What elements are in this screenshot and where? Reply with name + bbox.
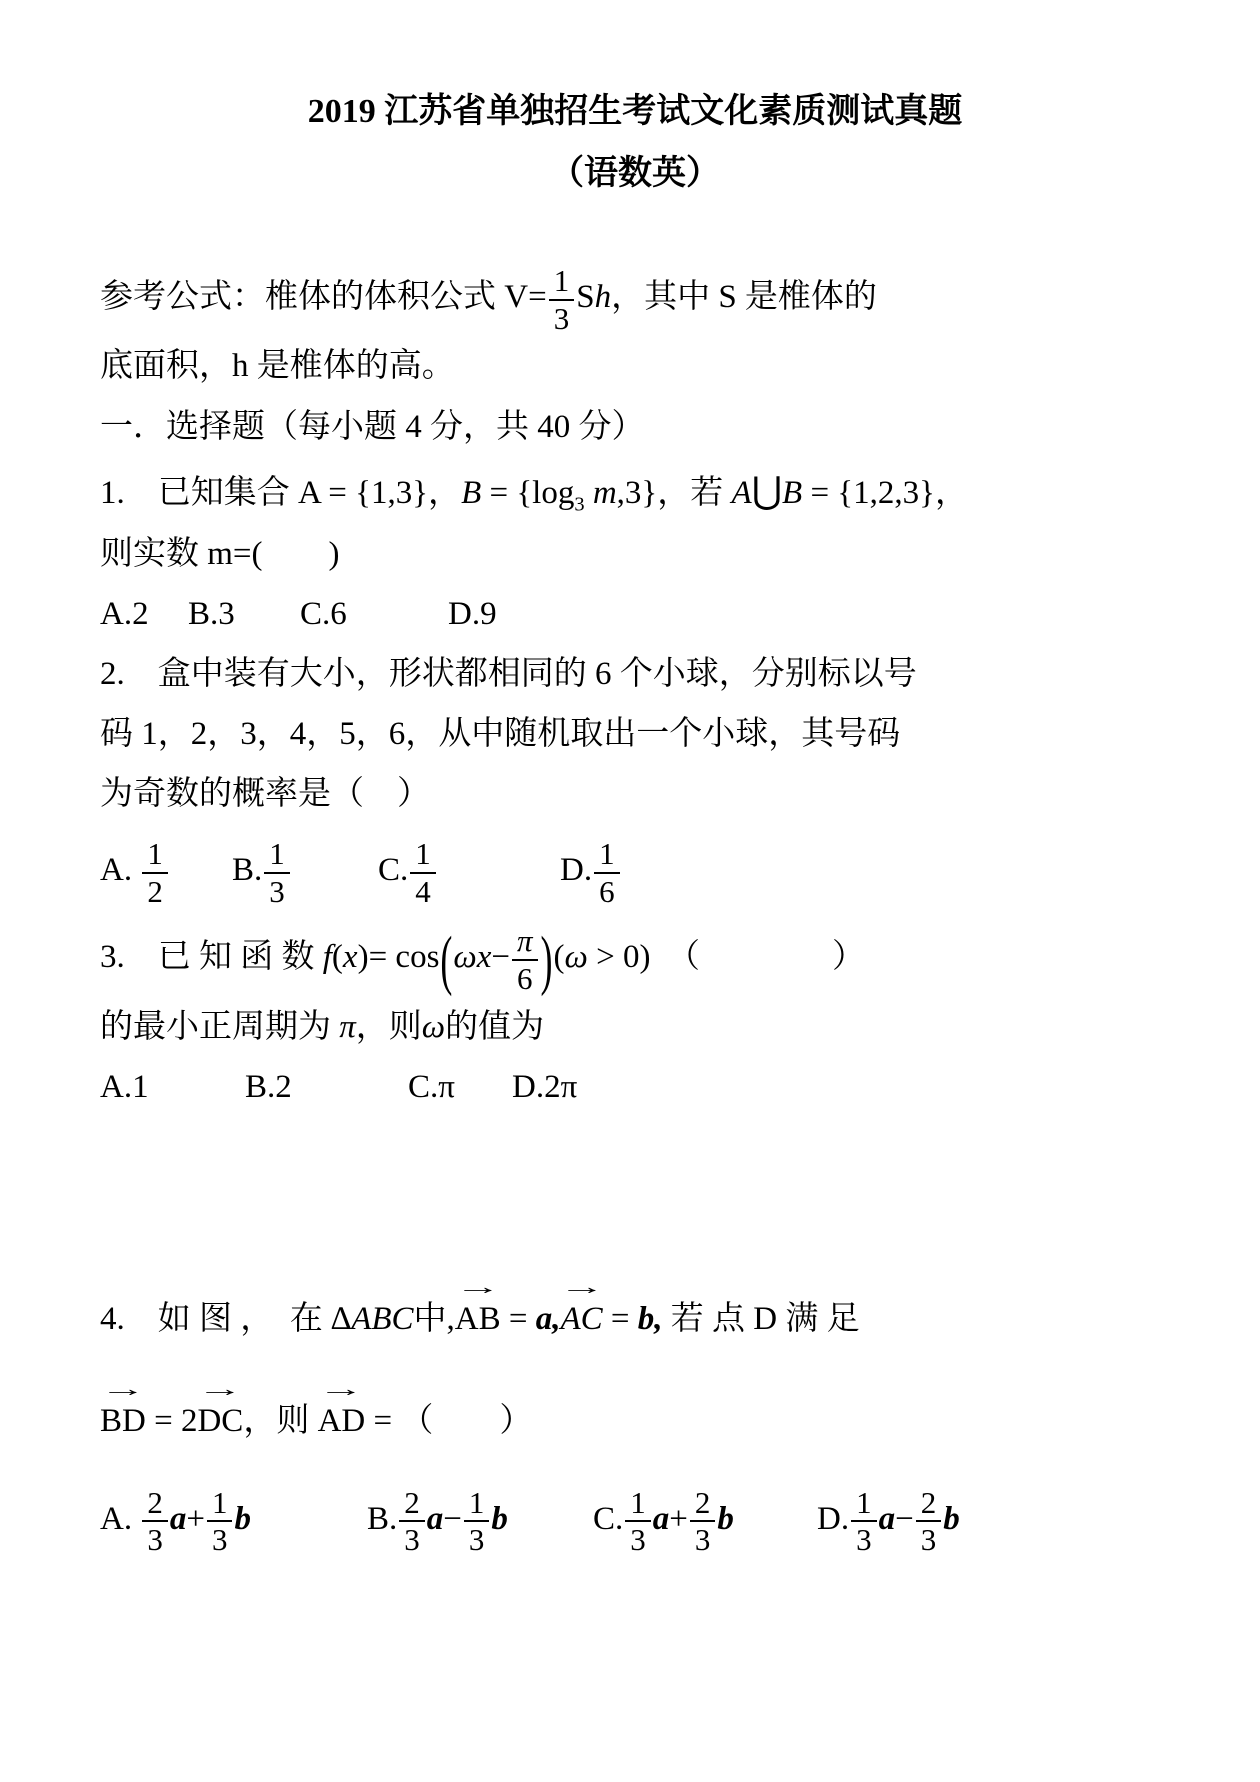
q1-union-result: = {1,2,3}，: [802, 474, 968, 511]
q1-statement-line2: 则实数 m=( ): [100, 535, 340, 572]
q4-eq1: =: [500, 1300, 536, 1337]
q4-mid2: ，则: [243, 1402, 318, 1439]
q3-omega-x: ωx: [453, 939, 492, 976]
q2-option-b: [232, 836, 378, 909]
q4-option-a-label: A.: [100, 1501, 141, 1538]
q1-statement-line1: [100, 457, 1170, 524]
fraction-numerator: 2: [142, 1485, 168, 1523]
vector-arrow-icon: →: [454, 1273, 501, 1299]
operator: +: [186, 1501, 205, 1538]
q4-option-a: [100, 1485, 367, 1558]
vector-b-symbol: b: [943, 1501, 960, 1538]
q3-gt-zero: > 0): [587, 939, 651, 976]
page-subtitle: （语数英）: [550, 154, 720, 192]
fraction-denominator: 3: [553, 300, 570, 336]
q4-eq2: =: [602, 1300, 638, 1337]
fraction-denominator: 3: [211, 1522, 228, 1558]
vector-a-symbol: a: [426, 1501, 444, 1538]
ref-symbol-s: S: [576, 279, 595, 316]
fraction-numerator: 2: [916, 1485, 942, 1523]
ref-text-before: 参考公式：椎体的体积公式 V=: [100, 279, 547, 316]
fraction-denominator: 3: [694, 1522, 711, 1558]
q4-statement-line1: [100, 1273, 1170, 1349]
fraction: [142, 1485, 168, 1558]
q2-statement-line3: 为奇数的概率是（ ）: [100, 776, 430, 812]
fraction-one-third: [264, 836, 290, 909]
q3-line2-text3: 的值为: [445, 1008, 545, 1045]
q2-option-c: [378, 836, 560, 909]
fraction: [625, 1485, 651, 1558]
big-left-paren: (: [440, 922, 453, 997]
q1-var-a: A: [731, 474, 752, 511]
q2-option-b-label: B.: [232, 852, 263, 889]
fraction-numerator: 1: [142, 836, 168, 874]
q3-line2-text: 的最小正周期为: [100, 1008, 340, 1045]
q4-options: [100, 1485, 1170, 1558]
vector-dc-label: DC: [197, 1402, 244, 1439]
big-right-paren: ): [540, 922, 553, 997]
fraction-numerator: 1: [594, 836, 620, 874]
fraction: [916, 1485, 942, 1558]
fraction-denominator: 4: [415, 873, 431, 909]
q4-mid: 中,: [413, 1300, 455, 1337]
fraction-one-sixth: [594, 836, 620, 909]
q2-option-c-label: C.: [378, 852, 409, 889]
q3-options: [100, 1057, 1170, 1117]
q1-option-d: D.9: [448, 595, 497, 632]
fraction-numerator: 1: [851, 1485, 877, 1523]
q1-text: 1. 已知集合 A = {1,3}，: [100, 474, 462, 511]
vector-a-symbol: a: [169, 1501, 187, 1538]
fraction-numerator: 1: [464, 1485, 490, 1523]
fraction: [690, 1485, 716, 1558]
fraction-denominator: 6: [517, 960, 533, 996]
q1-option-c: C.6: [300, 595, 347, 632]
fraction-numerator: 1: [264, 836, 290, 874]
reference-formula-line2: 底面积，h 是椎体的高。: [100, 348, 455, 385]
q2-option-a-label: A.: [100, 852, 141, 889]
q4-statement-line2: [100, 1375, 1170, 1451]
q3-omega-2: ω: [421, 1008, 446, 1045]
q1-option-b: B.3: [188, 595, 235, 632]
vector-dc: [197, 1375, 244, 1451]
q3-func-f: f: [322, 939, 332, 976]
vector-ad: [317, 1375, 366, 1451]
q3-line2-text2: ，则: [355, 1008, 422, 1045]
fraction-denominator: 3: [856, 1522, 872, 1558]
q4-tail: 若 点 D 满 足: [662, 1300, 860, 1337]
q4-option-c-label: C.: [593, 1501, 624, 1538]
q2-option-d-label: D.: [560, 852, 593, 889]
q4-eq3: = 2: [145, 1402, 198, 1439]
fraction-denominator: 3: [404, 1522, 420, 1558]
q3-pi: π: [339, 1008, 356, 1045]
fraction-pi-sixth: [512, 923, 538, 996]
q3-statement-line2: [100, 997, 1170, 1057]
q2-statement-line2: 码 1，2，3，4，5，6，从中随机取出一个小球，其号码: [100, 715, 901, 752]
q2-option-d: [560, 836, 622, 909]
q3-answer-blank: （ ）: [650, 939, 865, 976]
q1-option-a: A.2: [100, 595, 149, 632]
fraction: [207, 1485, 233, 1558]
fraction-one-quarter: [410, 836, 436, 909]
q1-options: [100, 584, 1170, 644]
vector-arrow-icon: →: [318, 1375, 365, 1401]
q4-vector-a: a,: [535, 1300, 561, 1337]
reference-formula-line: [100, 263, 1170, 336]
q1-set-close: ,3}，若: [616, 474, 732, 511]
page-title: 2019 江苏省单独招生考试文化素质测试真题: [307, 93, 963, 130]
q1-log-base: 3: [574, 493, 585, 516]
fraction-numerator: 2: [690, 1485, 716, 1523]
fraction: [399, 1485, 425, 1558]
q3-lead: 3. 已 知 函 数: [100, 939, 323, 976]
q4-option-d: [817, 1485, 960, 1558]
operator: −: [443, 1501, 462, 1538]
fraction-numerator: 2: [399, 1485, 425, 1523]
q3-minus: −: [491, 939, 510, 976]
q1-set-b: B: [461, 474, 482, 511]
fraction-denominator: 3: [147, 1522, 163, 1558]
ref-symbol-h: h: [594, 279, 612, 316]
q3-option-d: D.2π: [512, 1068, 578, 1105]
vector-ac: [558, 1273, 605, 1349]
q3-omega: ω: [564, 939, 588, 976]
vector-b-symbol: b: [234, 1501, 251, 1538]
fraction-numerator: 1: [207, 1485, 233, 1523]
fraction-denominator: 3: [630, 1522, 646, 1558]
fraction-numerator: 1: [549, 263, 575, 301]
vector-b-symbol: b: [491, 1501, 508, 1538]
fraction: [851, 1485, 877, 1558]
vector-arrow-icon: →: [558, 1273, 605, 1299]
fraction-numerator: π: [512, 923, 538, 961]
fraction: [464, 1485, 490, 1558]
ref-text-tail: ，其中 S 是椎体的: [611, 279, 877, 316]
fraction-denominator: 3: [468, 1522, 485, 1558]
section-heading: 一．选择题（每小题 4 分，共 40 分）: [100, 408, 645, 445]
fraction-numerator: 1: [410, 836, 436, 874]
q3-option-c: C.π: [408, 1068, 455, 1105]
q2-statement-line1: 2. 盒中装有大小，形状都相同的 6 个小球，分别标以号: [100, 655, 917, 692]
vector-bd: [99, 1375, 147, 1451]
q3-option-b: B.2: [245, 1068, 292, 1105]
fraction-denominator: 3: [920, 1522, 937, 1558]
q4-option-b-label: B.: [367, 1501, 398, 1538]
q4-triangle-abc: ∆ABC: [331, 1300, 414, 1337]
vector-b-symbol: b: [717, 1501, 734, 1538]
vector-ab: [454, 1273, 501, 1349]
q3-eq-cos: )= cos: [357, 939, 440, 976]
vector-arrow-icon: →: [197, 1375, 244, 1401]
fraction-denominator: 6: [599, 873, 615, 909]
q4-option-b: [367, 1485, 593, 1558]
vector-arrow-icon: →: [99, 1375, 147, 1401]
q3-statement-line1: [100, 923, 1170, 996]
vector-ab-label: AB: [454, 1300, 501, 1337]
fraction-one-half: [142, 836, 168, 909]
q3-paren: (: [331, 939, 343, 976]
operator: −: [895, 1501, 914, 1538]
q3-paren2: (: [553, 939, 565, 976]
q1-log-open: = {log: [481, 474, 575, 511]
fraction-denominator: 3: [269, 873, 285, 909]
operator: +: [669, 1501, 688, 1538]
vector-a-symbol: a: [878, 1501, 896, 1538]
q4-lead: 4. 如 图 ， 在: [100, 1300, 331, 1337]
q4-option-c: [593, 1485, 817, 1558]
fraction-numerator: 1: [625, 1485, 651, 1523]
q4-tail2: = （ ）: [365, 1402, 533, 1439]
q1-var-b: B: [782, 474, 803, 511]
vector-bd-label: BD: [100, 1402, 146, 1439]
vector-ad-label: AD: [317, 1402, 366, 1439]
vector-a-symbol: a: [652, 1501, 670, 1538]
fraction-denominator: 2: [147, 873, 163, 909]
q1-var-m: m: [584, 474, 617, 511]
vector-ac-label: AC: [560, 1300, 603, 1337]
q3-var-x: x: [342, 939, 358, 976]
q4-vector-b: b,: [637, 1300, 663, 1337]
q4-option-d-label: D.: [817, 1501, 850, 1538]
q2-options: [100, 836, 1170, 909]
q2-option-a: [100, 836, 232, 909]
q3-option-a: A.1: [100, 1068, 149, 1105]
fraction-one-third: [549, 263, 575, 336]
union-symbol: ⋃: [751, 469, 783, 511]
